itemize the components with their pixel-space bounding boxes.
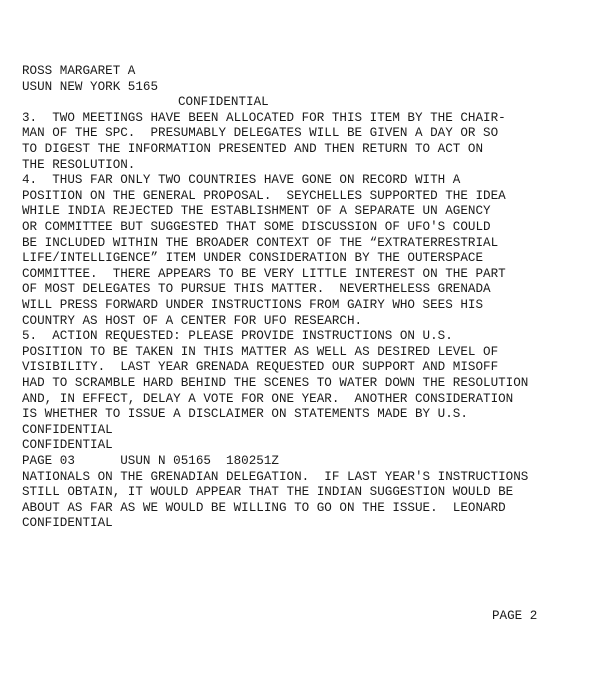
sender-line: ROSS MARGARET A xyxy=(22,64,136,78)
body-line: LIFE/INTELLIGENCE” ITEM UNDER CONSIDERATION BY THE OUTERSPACE xyxy=(22,251,484,266)
classification-line: CONFIDENTIAL xyxy=(22,516,113,531)
body-line: 4. THUS FAR ONLY TWO COUNTRIES HAVE GONE ON RECORD WITH A xyxy=(22,173,461,188)
body-line: IS WHETHER TO ISSUE A DISCLAIMER ON STATEMENTS MADE BY U.S. xyxy=(22,407,468,422)
body-line: OF MOST DELEGATES TO PURSUE THIS MATTER. NEVERTHELESS GRENADA xyxy=(22,282,491,297)
page-number: PAGE 2 xyxy=(492,609,538,623)
body-line: 3. TWO MEETINGS HAVE BEEN ALLOCATED FOR THIS ITEM BY THE CHAIR- xyxy=(22,110,506,125)
body-line: HAD TO SCRAMBLE HARD BEHIND THE SCENES TO WATER DOWN THE RESOLUTION xyxy=(22,376,529,390)
body-line: TO DIGEST THE INFORMATION PRESENTED AND THEN RETURN TO ACT ON xyxy=(22,142,484,156)
classification-line: CONFIDENTIAL xyxy=(22,438,113,453)
body-line: STILL OBTAIN, IT WOULD APPEAR THAT THE INDIAN SUGGESTION WOULD BE xyxy=(22,485,514,500)
station-line: USUN NEW YORK 5165 xyxy=(22,79,159,94)
page-reference-line: PAGE 03 USUN N 05165 180251Z xyxy=(22,454,279,468)
body-line: POSITION ON THE GENERAL PROPOSAL. SEYCHELLES SUPPORTED THE IDEA xyxy=(22,188,506,203)
body-line: BE INCLUDED WITHIN THE BROADER CONTEXT OF THE “EXTRATERRESTRIAL xyxy=(22,235,499,250)
body-line: AND, IN EFFECT, DELAY A VOTE FOR ONE YEAR. ANOTHER CONSIDERATION xyxy=(22,391,514,406)
body-line: MAN OF THE SPC. PRESUMABLY DELEGATES WILL BE GIVEN A DAY OR SO xyxy=(22,126,499,141)
body-line: ABOUT AS FAR AS WE WOULD BE WILLING TO GO ON THE ISSUE. LEONARD xyxy=(22,500,506,515)
body-line: COMMITTEE. THERE APPEARS TO BE VERY LITTLE INTEREST ON THE PART xyxy=(22,266,506,281)
body-line: NATIONALS ON THE GRENADIAN DELEGATION. IF LAST YEAR'S INSTRUCTIONS xyxy=(22,469,529,484)
body-line: OR COMMITTEE BUT SUGGESTED THAT SOME DISCUSSION OF UFO'S COULD xyxy=(22,220,491,234)
body-line: WHILE INDIA REJECTED THE ESTABLISHMENT OF A SEPARATE UN AGENCY xyxy=(22,204,491,219)
body-line: VISIBILITY. LAST YEAR GRENADA REQUESTED OUR SUPPORT AND MISOFF xyxy=(22,360,499,375)
classification-heading: CONFIDENTIAL xyxy=(178,95,269,110)
body-line: POSITION TO BE TAKEN IN THIS MATTER AS WELL AS DESIRED LEVEL OF xyxy=(22,344,499,359)
body-line: 5. ACTION REQUESTED: PLEASE PROVIDE INSTRUCTIONS ON U.S. xyxy=(22,329,453,344)
body-line: COUNTRY AS HOST OF A CENTER FOR UFO RESEARCH. xyxy=(22,313,363,328)
body-line: THE RESOLUTION. xyxy=(22,157,136,172)
body-line: WILL PRESS FORWARD UNDER INSTRUCTIONS FROM GAIRY WHO SEES HIS xyxy=(22,298,484,312)
classification-line: CONFIDENTIAL xyxy=(22,422,113,437)
